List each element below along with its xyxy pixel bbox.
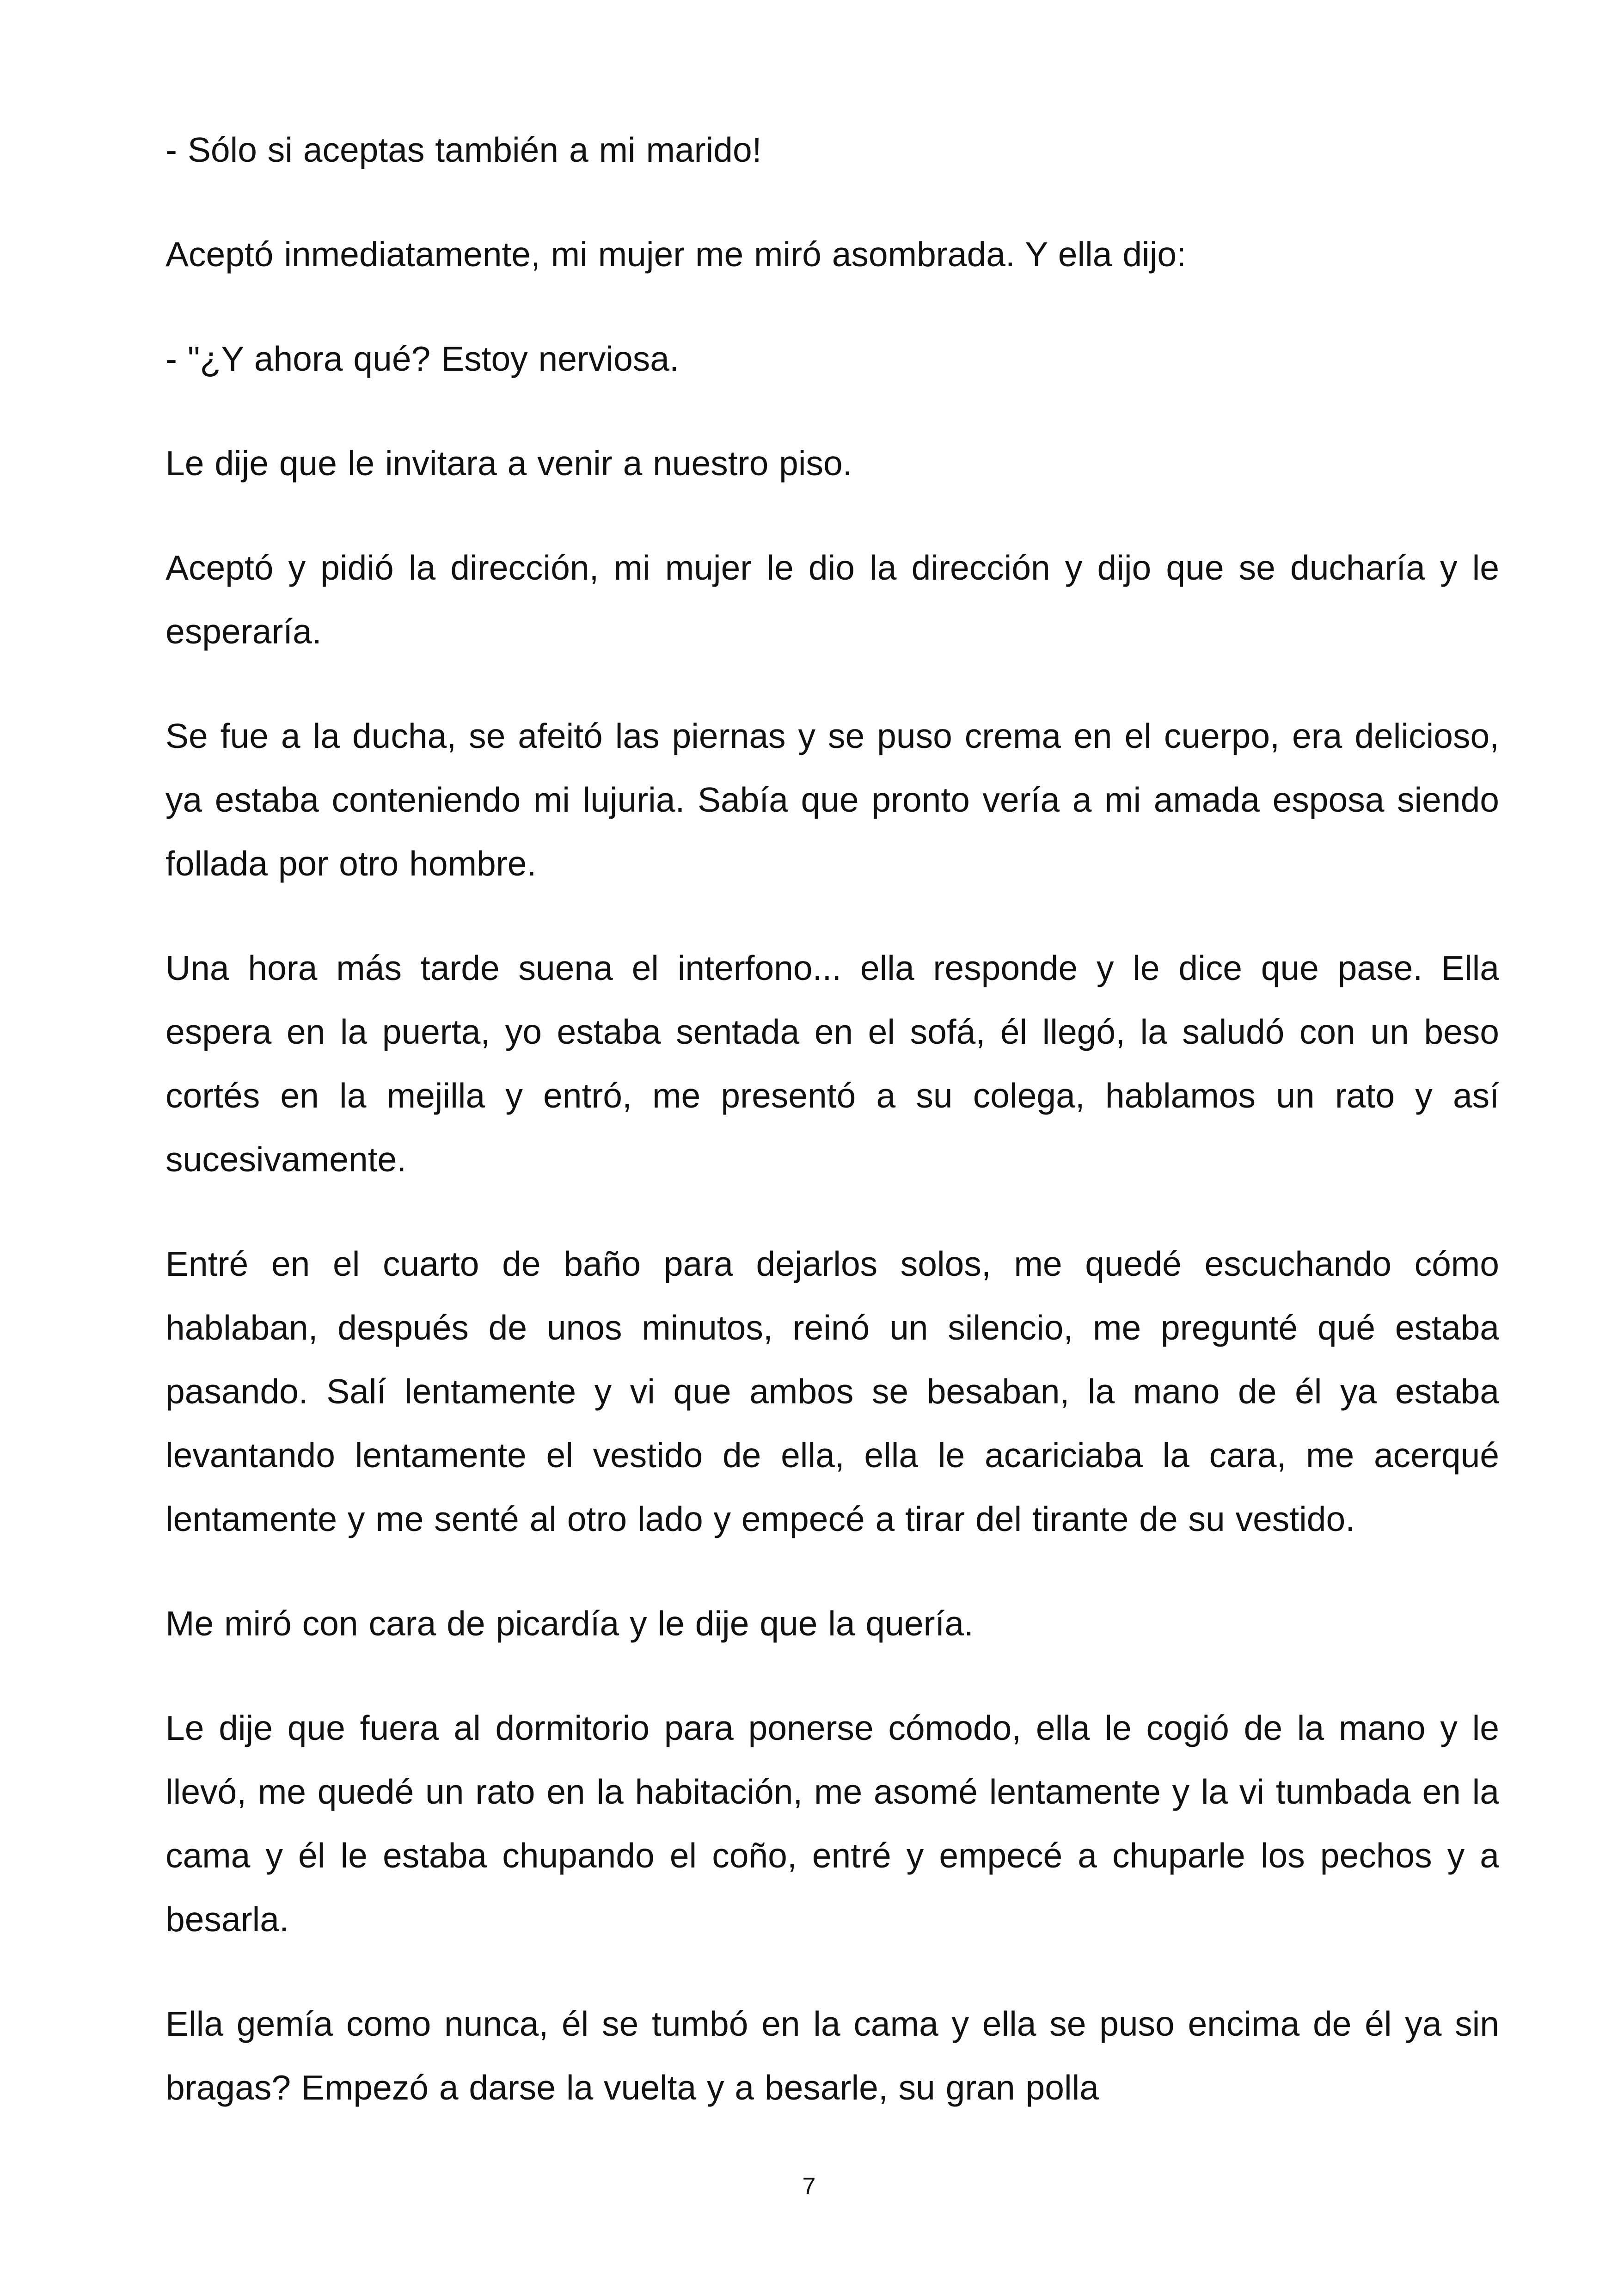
document-page [165,118,1499,2160]
paragraph: Entré en el cuarto de baño para dejarlos solos, me quedé escuchando cómo hablaban, después de unos minutos, reinó un silencio, me pregunté qué estaba pasando. Salí lentamente y vi que ambos se besaban, la mano de él ya estaba levantando lentamente el vestido de ella, ella le acariciaba la cara, me acerqué lentamente y me senté al otro lado y empecé a tirar del tirante de su vestido. [165,1244,1499,1538]
page-number: 7 [802,2173,816,2200]
paragraph: Me miró con cara de picardía y le dije que la quería. [165,1604,974,1643]
paragraph: Una hora más tarde suena el interfono... ella responde y le dice que pase. Ella espera en la puerta, yo estaba sentada en el sofá, él llegó, la saludó con un beso cortés en la mejilla y entró, me presentó a su colega, hablamos un rato y así sucesivamente. [165,949,1499,1179]
paragraph: Aceptó y pidió la dirección, mi mujer le dio la dirección y dijo que se ducharía y le esperaría. [165,548,1499,651]
paragraph: - Sólo si aceptas también a mi marido! [165,130,762,169]
paragraph: Le dije que fuera al dormitorio para ponerse cómodo, ella le cogió de la mano y le llevó, me quedé un rato en la habitación, me asomé lentamente y la vi tumbada en la cama y él le estaba chupando el coño, entré y empecé a chuparle los pechos y a besarla. [165,1708,1499,1939]
paragraph: - "¿Y ahora qué? Estoy nerviosa. [165,339,679,378]
paragraph: Se fue a la ducha, se afeitó las piernas y se puso crema en el cuerpo, era delicioso, ya estaba conteniendo mi lujuria. Sabía que pronto vería a mi amada esposa siendo follada por otro hombre. [165,716,1499,883]
paragraph: Ella gemía como nunca, él se tumbó en la cama y ella se puso encima de él ya sin bragas? Empezó a darse la vuelta y a besarle, su gran polla [165,2004,1499,2107]
paragraph: Aceptó inmediatamente, mi mujer me miró asombrada. Y ella dijo: [165,235,1186,274]
paragraph: Le dije que le invitara a venir a nuestro piso. [165,444,852,483]
